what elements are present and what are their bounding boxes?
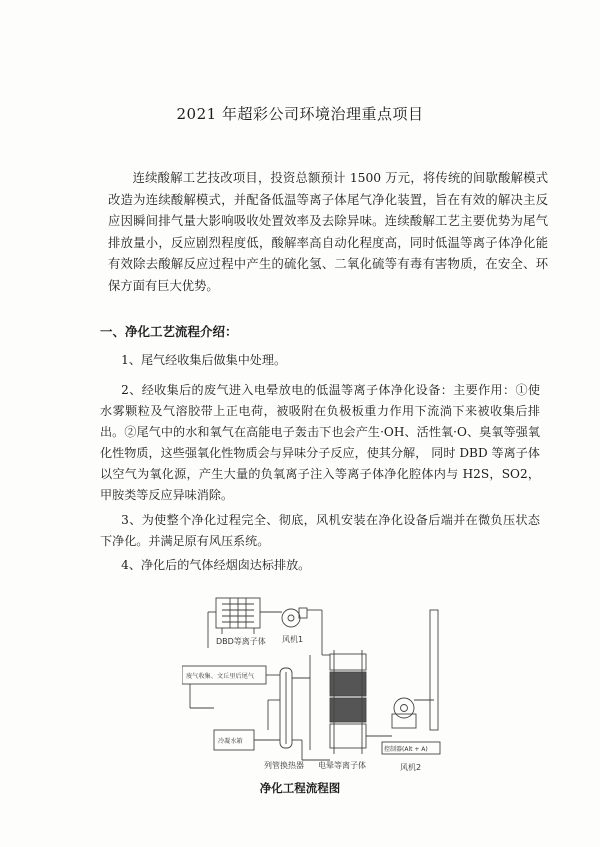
corona-plasma-unit [322, 650, 366, 754]
intro-paragraph: 连续酸解工艺技改项目，投资总额预计 1500 万元，将传统的间歇酸解模式改造为连续酸解模式，并配备低温等离子体尾气净化装置，旨在有效的解决主反应因瞬间排气量大影响吸收处置效率及去除异味。连续酸解工艺主要优势为尾气排放量小，反应剧烈程度低，酸解率高自动化程度高，同时低温等离子体净化能有效除去酸解反应过程中产生的硫化氢、二氧化硫等有毒有害物质，在安全、环保方面有巨大优势。 [108, 171, 548, 293]
source-label: 废气收集、文丘里后尾气 [186, 673, 255, 680]
process-step-2: 2、经收集后的废气进入电晕放电的低温等离子体净化设备：主要作用：①使水雾颗粒及气溶胶带上正电荷，被吸附在负极板重力作用下流淌下来被收集后排出。②尾气中的水和氧气在高能电子轰击下也会产生·OH、活性氧·O、臭氧等强氧化性物质，这些强氧化性物质会与异味分子反应，使其分解， 同时 DBD 等离子体以空气为氧化源，产生大量的负氧离子注入等离子体净化腔体内与 H2S，SO2，甲胺类等反应异味消除。 [100, 383, 540, 502]
fan-2 [392, 698, 416, 728]
exchanger-label: 列管换热器 [264, 761, 304, 770]
cooling-water-label: 冷凝水箱 [218, 738, 243, 745]
fan-1 [282, 608, 307, 627]
tube-heat-exchanger [280, 668, 292, 748]
fan-1-label: 风机1 [282, 635, 304, 644]
plasma-label: 电晕等离子体 [318, 761, 366, 770]
diagram-caption: 净化工程流程图 [259, 781, 341, 795]
process-flow-diagram [182, 590, 452, 790]
exhaust-stack [430, 610, 438, 730]
dbd-plasma-unit [216, 598, 260, 634]
controller-label: 控制器(Alt + A) [384, 746, 428, 753]
document-title: 2021 年超彩公司环境治理重点项目 [176, 105, 424, 123]
process-step-1: 1、尾气经收集后做集中处理。 [121, 353, 287, 367]
fan-2-label: 风机2 [400, 763, 422, 772]
process-step-3: 3、为使整个净化过程完全、彻底，风机安装在净化设备后端并在微负压状态下净化。并满足原有风压系统。 [100, 513, 540, 548]
section-heading: 一、净化工艺流程介绍： [100, 324, 238, 339]
process-step-4: 4、净化后的气体经烟囱达标排放。 [121, 558, 311, 572]
dbd-label: DBD等离子体 [216, 637, 266, 646]
